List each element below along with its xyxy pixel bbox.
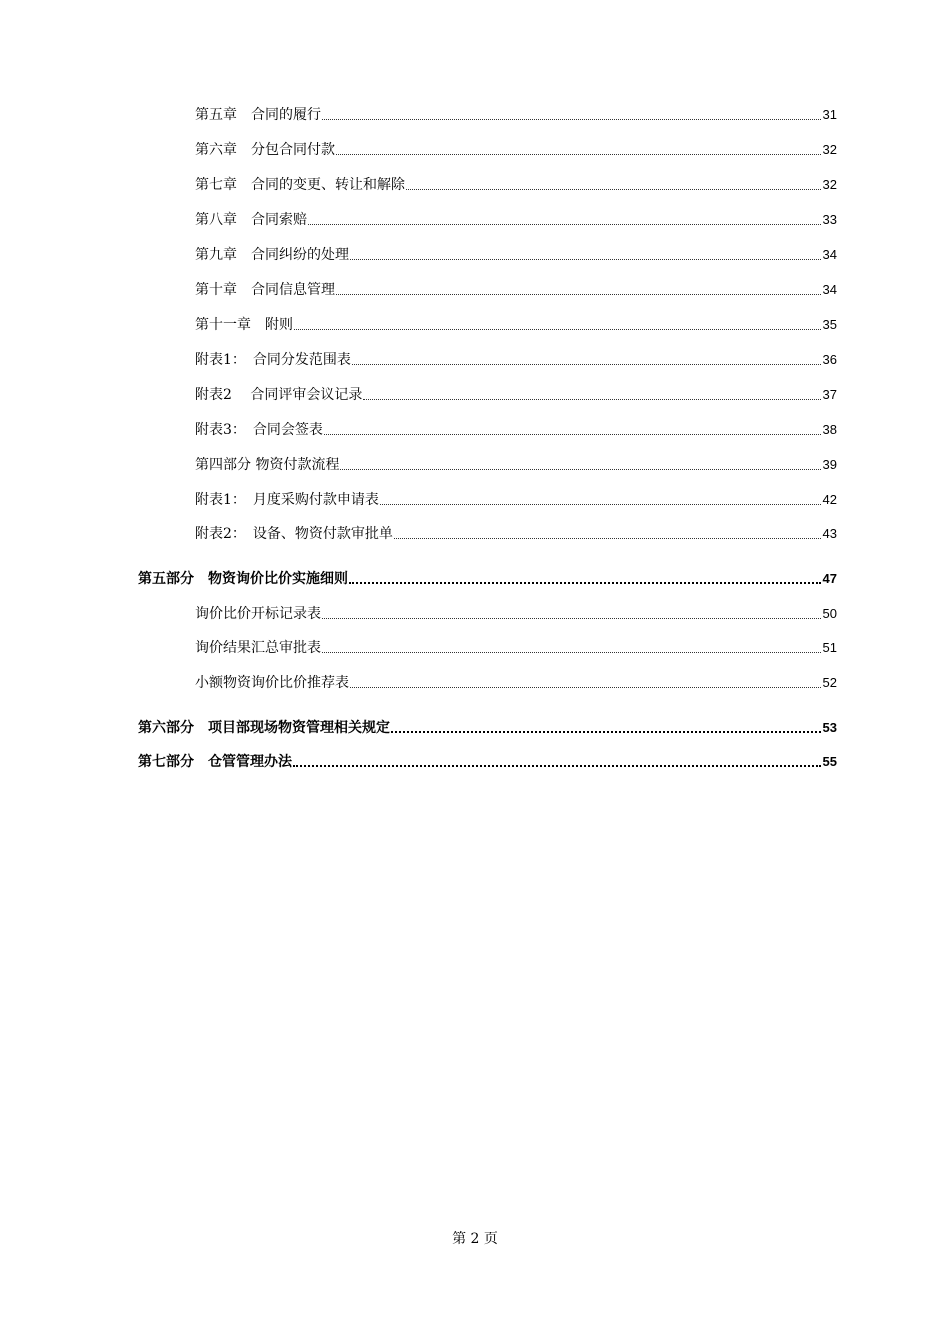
toc-dot-leader <box>352 363 821 365</box>
toc-entry-page-number: 34 <box>822 247 837 262</box>
toc-entry-page-number: 47 <box>822 571 837 586</box>
toc-entry-page-number: 50 <box>822 606 837 621</box>
toc-entry-label: 第八章 合同索赔 <box>195 212 307 228</box>
toc-dot-leader <box>336 153 821 155</box>
toc-entry[interactable] <box>195 139 837 161</box>
toc-dot-leader <box>322 118 821 120</box>
toc-entry-page-number: 38 <box>822 422 837 437</box>
toc-entry-label: 第六章 分包合同付款 <box>195 142 335 158</box>
toc-entry-page-number: 42 <box>822 492 837 507</box>
toc-entry-label: 第十章 合同信息管理 <box>195 282 335 298</box>
toc-entry-page-number: 55 <box>822 754 837 769</box>
toc-entry-label: 第五章 合同的履行 <box>195 107 321 123</box>
toc-entry-page-number: 32 <box>822 142 837 157</box>
toc-entry[interactable] <box>195 489 837 511</box>
toc-main-entry[interactable] <box>138 568 837 590</box>
toc-main-entry[interactable] <box>138 751 837 773</box>
toc-dot-leader <box>394 537 821 539</box>
toc-dot-leader <box>322 651 821 653</box>
toc-entry[interactable] <box>195 384 837 406</box>
toc-entry[interactable] <box>195 349 837 371</box>
toc-dot-leader <box>350 686 821 688</box>
toc-entry[interactable] <box>195 279 837 301</box>
toc-entry[interactable] <box>195 603 837 625</box>
toc-dot-leader <box>308 223 821 225</box>
toc-dot-leader <box>294 328 821 330</box>
toc-dot-leader <box>322 617 821 619</box>
toc-entry-page-number: 36 <box>822 352 837 367</box>
toc-entry-label: 附表2 合同评审会议记录 <box>195 387 363 403</box>
toc-dot-leader <box>349 581 821 584</box>
toc-entry-label: 第五部分 物资询价比价实施细则 <box>138 571 348 587</box>
toc-entry-label: 附表1： 合同分发范围表 <box>195 352 351 368</box>
toc-entry[interactable] <box>195 209 837 231</box>
toc-entry[interactable] <box>195 637 837 659</box>
toc-dot-leader <box>324 433 821 435</box>
toc-entry-label: 附表2： 设备、物资付款审批单 <box>195 526 393 542</box>
toc-entry-label: 询价结果汇总审批表 <box>195 640 321 656</box>
toc-entry-page-number: 51 <box>822 640 837 655</box>
toc-entry-page-number: 33 <box>822 212 837 227</box>
toc-entry-page-number: 53 <box>822 720 837 735</box>
toc-entry-page-number: 34 <box>822 282 837 297</box>
toc-entry-label: 第九章 合同纠纷的处理 <box>195 247 349 263</box>
toc-entry-page-number: 35 <box>822 317 837 332</box>
toc-dot-leader <box>380 503 821 505</box>
toc-entry[interactable] <box>195 523 837 545</box>
toc-dot-leader <box>350 258 821 260</box>
toc-entry-page-number: 52 <box>822 675 837 690</box>
toc-entry-page-number: 32 <box>822 177 837 192</box>
toc-entry[interactable] <box>195 419 837 441</box>
toc-entry[interactable] <box>195 672 837 694</box>
toc-entry-label: 第十一章 附则 <box>195 317 293 333</box>
toc-dot-leader <box>293 764 821 767</box>
toc-entry-page-number: 31 <box>822 107 837 122</box>
toc-main-entry[interactable] <box>138 717 837 739</box>
toc-entry-label: 第六部分 项目部现场物资管理相关规定 <box>138 720 390 736</box>
toc-entry[interactable] <box>195 244 837 266</box>
toc-entry-page-number: 37 <box>822 387 837 402</box>
toc-entry[interactable] <box>195 104 837 126</box>
toc-entry-label: 第四部分 物资付款流程 <box>195 457 340 473</box>
toc-dot-leader <box>363 398 820 400</box>
toc-entry-label: 第七部分 仓管管理办法 <box>138 754 292 770</box>
toc-entry-label: 询价比价开标记录表 <box>195 606 321 622</box>
page-number-footer: 第 2 页 <box>452 1231 498 1247</box>
toc-entry[interactable] <box>195 454 837 476</box>
toc-entry-label: 附表1： 月度采购付款申请表 <box>195 492 379 508</box>
toc-entry[interactable] <box>195 174 837 196</box>
toc-dot-leader <box>391 730 821 733</box>
toc-entry-page-number: 43 <box>822 526 837 541</box>
toc-entry-label: 附表3： 合同会签表 <box>195 422 323 438</box>
toc-entry-label: 第七章 合同的变更、转让和解除 <box>195 177 405 193</box>
toc-dot-leader <box>340 468 820 470</box>
toc-dot-leader <box>406 188 821 190</box>
toc-entry-page-number: 39 <box>822 457 837 472</box>
toc-dot-leader <box>336 293 821 295</box>
toc-entry-label: 小额物资询价比价推荐表 <box>195 675 349 691</box>
toc-entry[interactable] <box>195 314 837 336</box>
